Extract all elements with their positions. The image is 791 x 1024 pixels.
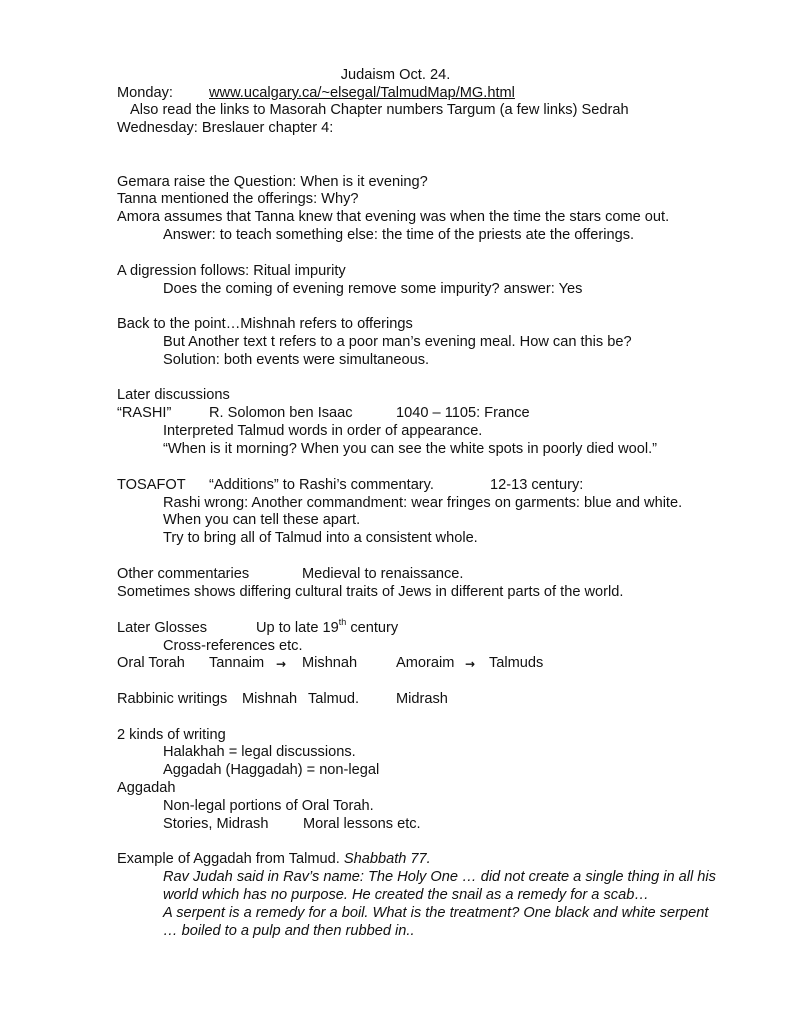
rabbinic-talmud: Talmud. xyxy=(308,691,360,707)
example-label: Example of Aggadah from Talmud. xyxy=(117,851,344,867)
oral-amoraim: Amoraim xyxy=(396,655,455,671)
page-title: Judaism Oct. 24. xyxy=(340,67,451,83)
kinds-line-3: Aggadah (Haggadah) = non-legal xyxy=(163,762,380,778)
arrow-right-icon: → xyxy=(465,657,476,671)
monday-line xyxy=(117,84,515,102)
glosses-sup: th xyxy=(338,617,347,628)
other-period: Medieval to renaissance. xyxy=(302,566,464,582)
quote-line-1: Rav Judah said in Rav’s name: The Holy One … did not create a single thing in all his xyxy=(163,869,716,885)
other-line xyxy=(117,565,464,583)
quote-line-3: A serpent is a remedy for a boil. What is the treatment? One black and white serpent xyxy=(163,905,709,921)
back-line-2: But Another text t refers to a poor man’s evening meal. How can this be? xyxy=(163,334,632,350)
other-label: Other commentaries xyxy=(117,566,250,582)
back-line-3: Solution: both events were simultaneous. xyxy=(163,352,430,368)
example-line xyxy=(117,850,431,868)
aggadah-line-1: Aggadah xyxy=(117,780,176,796)
example-source: Shabbath 77. xyxy=(343,851,431,867)
tosafot-century: 12-13 century: xyxy=(490,477,584,493)
kinds-line-1: 2 kinds of writing xyxy=(117,727,226,743)
rashi-name: R. Solomon ben Isaac xyxy=(209,405,353,421)
aggadah-line-3 xyxy=(163,815,421,833)
gemara-line-3: Amora assumes that Tanna knew that evening was when the time the stars come out. xyxy=(117,209,670,225)
also-read-line: Also read the links to Masorah Chapter numbers Targum (a few links) Sedrah xyxy=(130,102,629,118)
tosafot-line-2: Rashi wrong: Another commandment: wear fringes on garments: blue and white. xyxy=(163,495,683,511)
rashi-dates: 1040 – 1105: France xyxy=(396,405,530,421)
glosses-line-2: Cross-references etc. xyxy=(163,638,303,654)
gemara-line-4: Answer: to teach something else: the time of the priests ate the offerings. xyxy=(163,227,635,243)
rabbinic-line xyxy=(117,690,448,708)
tosafot-desc: “Additions” to Rashi’s commentary. xyxy=(209,477,434,493)
later-line-1: Later discussions xyxy=(117,387,230,403)
tosafot-line-3: When you can tell these apart. xyxy=(163,512,361,528)
monday-label: Monday: xyxy=(117,85,173,101)
rashi-line xyxy=(117,404,530,422)
wednesday-line: Wednesday: Breslauer chapter 4: xyxy=(117,120,334,136)
gemara-line-1: Gemara raise the Question: When is it evening? xyxy=(117,174,428,190)
tosafot-label: TOSAFOT xyxy=(117,477,186,493)
back-line-1: Back to the point…Mishnah refers to offerings xyxy=(117,316,413,332)
rashi-line-4: “When is it morning? When you can see the white spots in poorly died wool.” xyxy=(163,441,657,457)
rashi-label: “RASHI” xyxy=(117,405,172,421)
aggadah-stories: Stories, Midrash xyxy=(163,816,269,832)
other-line-2: Sometimes shows differing cultural traits of Jews in different parts of the world. xyxy=(117,584,624,600)
rashi-line-3: Interpreted Talmud words in order of appearance. xyxy=(163,423,483,439)
oral-tannaim: Tannaim xyxy=(209,655,265,671)
quote-line-4: … boiled to a pulp and then rubbed in.. xyxy=(163,923,415,939)
glosses-line xyxy=(117,617,399,637)
tosafot-line xyxy=(117,476,584,494)
gemara-line-2: Tanna mentioned the offerings: Why? xyxy=(117,191,359,207)
digression-line-2: Does the coming of evening remove some impurity? answer: Yes xyxy=(163,281,583,297)
kinds-line-2: Halakhah = legal discussions. xyxy=(163,744,356,760)
glosses-upto: Up to late 19th century xyxy=(256,617,399,636)
oral-mishnah: Mishnah xyxy=(302,655,358,671)
quote-line-2: world which has no purpose. He created the snail as a remedy for a scab… xyxy=(163,887,649,903)
rabbinic-label: Rabbinic writings xyxy=(117,691,228,707)
digression-line-1: A digression follows: Ritual impurity xyxy=(117,263,346,279)
arrow-right-icon: → xyxy=(276,657,287,671)
oral-label: Oral Torah xyxy=(117,655,185,671)
aggadah-moral: Moral lessons etc. xyxy=(303,816,421,832)
rabbinic-mishnah: Mishnah xyxy=(242,691,298,707)
oral-talmuds: Talmuds xyxy=(489,655,544,671)
glosses-label: Later Glosses xyxy=(117,620,208,636)
rabbinic-midrash: Midrash xyxy=(396,691,448,707)
aggadah-line-2: Non-legal portions of Oral Torah. xyxy=(163,798,374,814)
monday-link[interactable]: www.ucalgary.ca/~elsegal/TalmudMap/MG.html xyxy=(209,85,515,101)
tosafot-line-4: Try to bring all of Talmud into a consistent whole. xyxy=(163,530,478,546)
oral-torah-line xyxy=(117,654,544,672)
